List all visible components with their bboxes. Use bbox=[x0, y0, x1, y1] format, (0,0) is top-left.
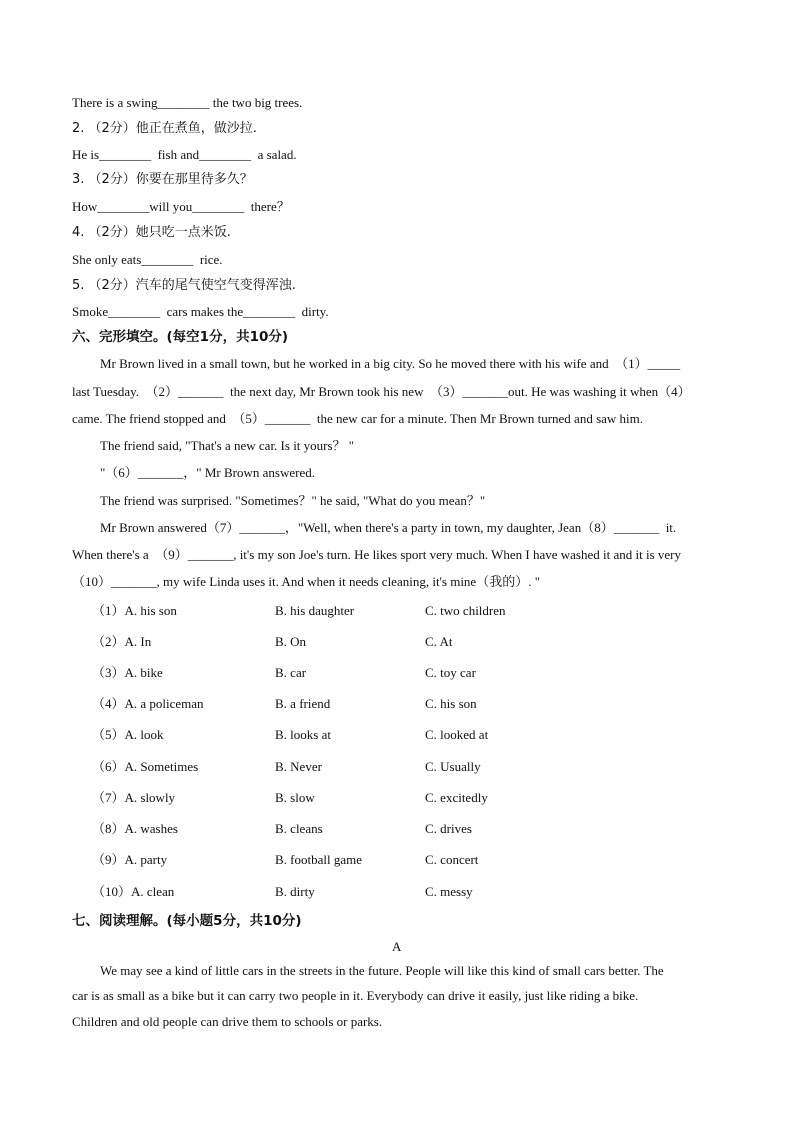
translation-q2-english: He is________ fish and________ a salad. bbox=[72, 147, 297, 162]
option-b: B. car bbox=[275, 665, 307, 680]
cloze-option-row bbox=[92, 790, 542, 806]
option-c: C. his son bbox=[425, 696, 477, 711]
cloze-option-row bbox=[92, 665, 542, 681]
cloze-option-row bbox=[92, 727, 542, 743]
cloze-passage-line: The friend was surprised. "Sometimes？" he said, "What do you mean？" bbox=[100, 493, 486, 508]
reading-passage-label: A bbox=[392, 939, 402, 954]
option-a: （4）A. a policeman bbox=[92, 696, 204, 711]
cloze-passage-line: last Tuesday. （2）_______ the next day, Mr Brown took his new （3）_______out. He was washing it when（4） bbox=[72, 384, 691, 399]
option-c: C. toy car bbox=[425, 665, 476, 680]
reading-heading: 七、阅读理解。(每小题5分，共10分) bbox=[72, 913, 302, 929]
option-a: （10）A. clean bbox=[92, 884, 175, 899]
cloze-option-row bbox=[92, 852, 542, 868]
option-b: B. looks at bbox=[275, 727, 331, 742]
option-b: B. cleans bbox=[275, 821, 323, 836]
cloze-passage-line: "（6）_______，" Mr Brown answered. bbox=[100, 465, 315, 480]
cloze-option-row bbox=[92, 884, 542, 900]
option-b: B. football game bbox=[275, 852, 363, 867]
translation-q4-chinese: 4. （2分）她只吃一点米饭. bbox=[72, 225, 231, 240]
cloze-passage-line: The friend said, "That's a new car. Is it yours？ " bbox=[100, 438, 355, 453]
cloze-option-row bbox=[92, 821, 542, 837]
option-b: B. dirty bbox=[275, 884, 315, 899]
cloze-passage-line: （10）_______, my wife Linda uses it. And when it needs cleaning, it's mine（我的）. " bbox=[72, 574, 541, 589]
option-a: （2）A. In bbox=[92, 634, 152, 649]
option-a: （1）A. his son bbox=[92, 603, 177, 618]
option-a: （5）A. look bbox=[92, 727, 164, 742]
option-c: C. drives bbox=[425, 821, 472, 836]
cloze-option-row bbox=[92, 759, 542, 775]
option-a: （6）A. Sometimes bbox=[92, 759, 199, 774]
option-c: C. At bbox=[425, 634, 453, 649]
cloze-option-row bbox=[92, 603, 542, 619]
reading-passage-line: Children and old people can drive them to schools or parks. bbox=[72, 1014, 383, 1029]
cloze-passage-line: Mr Brown lived in a small town, but he worked in a big city. So he moved there with his wife and （1）_____ bbox=[100, 356, 681, 371]
cloze-heading: 六、完形填空。(每空1分，共10分) bbox=[72, 329, 289, 345]
option-a: （8）A. washes bbox=[92, 821, 178, 836]
reading-passage-line: car is as small as a bike but it can carry two people in it. Everybody can drive it easily, just like riding a bike. bbox=[72, 988, 639, 1003]
translation-q4-english: She only eats________ rice. bbox=[72, 252, 223, 267]
reading-passage-line: We may see a kind of little cars in the streets in the future. People will like this kind of small cars better. The bbox=[100, 963, 664, 978]
cloze-option-row bbox=[92, 634, 542, 650]
translation-q5-chinese: 5. （2分）汽车的尾气使空气变得浑浊. bbox=[72, 278, 296, 293]
option-a: （3）A. bike bbox=[92, 665, 163, 680]
translation-q2-chinese: 2. （2分）他正在煮鱼，做沙拉. bbox=[72, 121, 257, 136]
option-c: C. Usually bbox=[425, 759, 481, 774]
option-b: B. his daughter bbox=[275, 603, 355, 618]
cloze-passage-line: Mr Brown answered（7）_______，"Well, when there's a party in town, my daughter, Jean（8）_______ it. bbox=[100, 520, 677, 535]
option-b: B. Never bbox=[275, 759, 322, 774]
option-b: B. On bbox=[275, 634, 307, 649]
option-c: C. excitedly bbox=[425, 790, 488, 805]
option-c: C. messy bbox=[425, 884, 473, 899]
translation-q3-english: How________will you________ there？ bbox=[72, 199, 290, 214]
translation-q5-english: Smoke________ cars makes the________ dirty. bbox=[72, 304, 329, 319]
cloze-passage-line: When there's a （9）_______, it's my son Joe's turn. He likes sport very much. When I have washed it and it is very bbox=[72, 547, 682, 562]
translation-q1-english: There is a swing________ the two big trees. bbox=[72, 95, 303, 110]
option-c: C. looked at bbox=[425, 727, 489, 742]
option-a: （7）A. slowly bbox=[92, 790, 176, 805]
translation-q3-chinese: 3. （2分）你要在那里待多久？ bbox=[72, 172, 253, 187]
option-b: B. a friend bbox=[275, 696, 331, 711]
option-c: C. two children bbox=[425, 603, 506, 618]
option-a: （9）A. party bbox=[92, 852, 168, 867]
option-c: C. concert bbox=[425, 852, 479, 867]
option-b: B. slow bbox=[275, 790, 315, 805]
cloze-option-row bbox=[92, 696, 542, 712]
cloze-passage-line: came. The friend stopped and （5）_______ the new car for a minute. Then Mr Brown turned and saw him. bbox=[72, 411, 644, 426]
